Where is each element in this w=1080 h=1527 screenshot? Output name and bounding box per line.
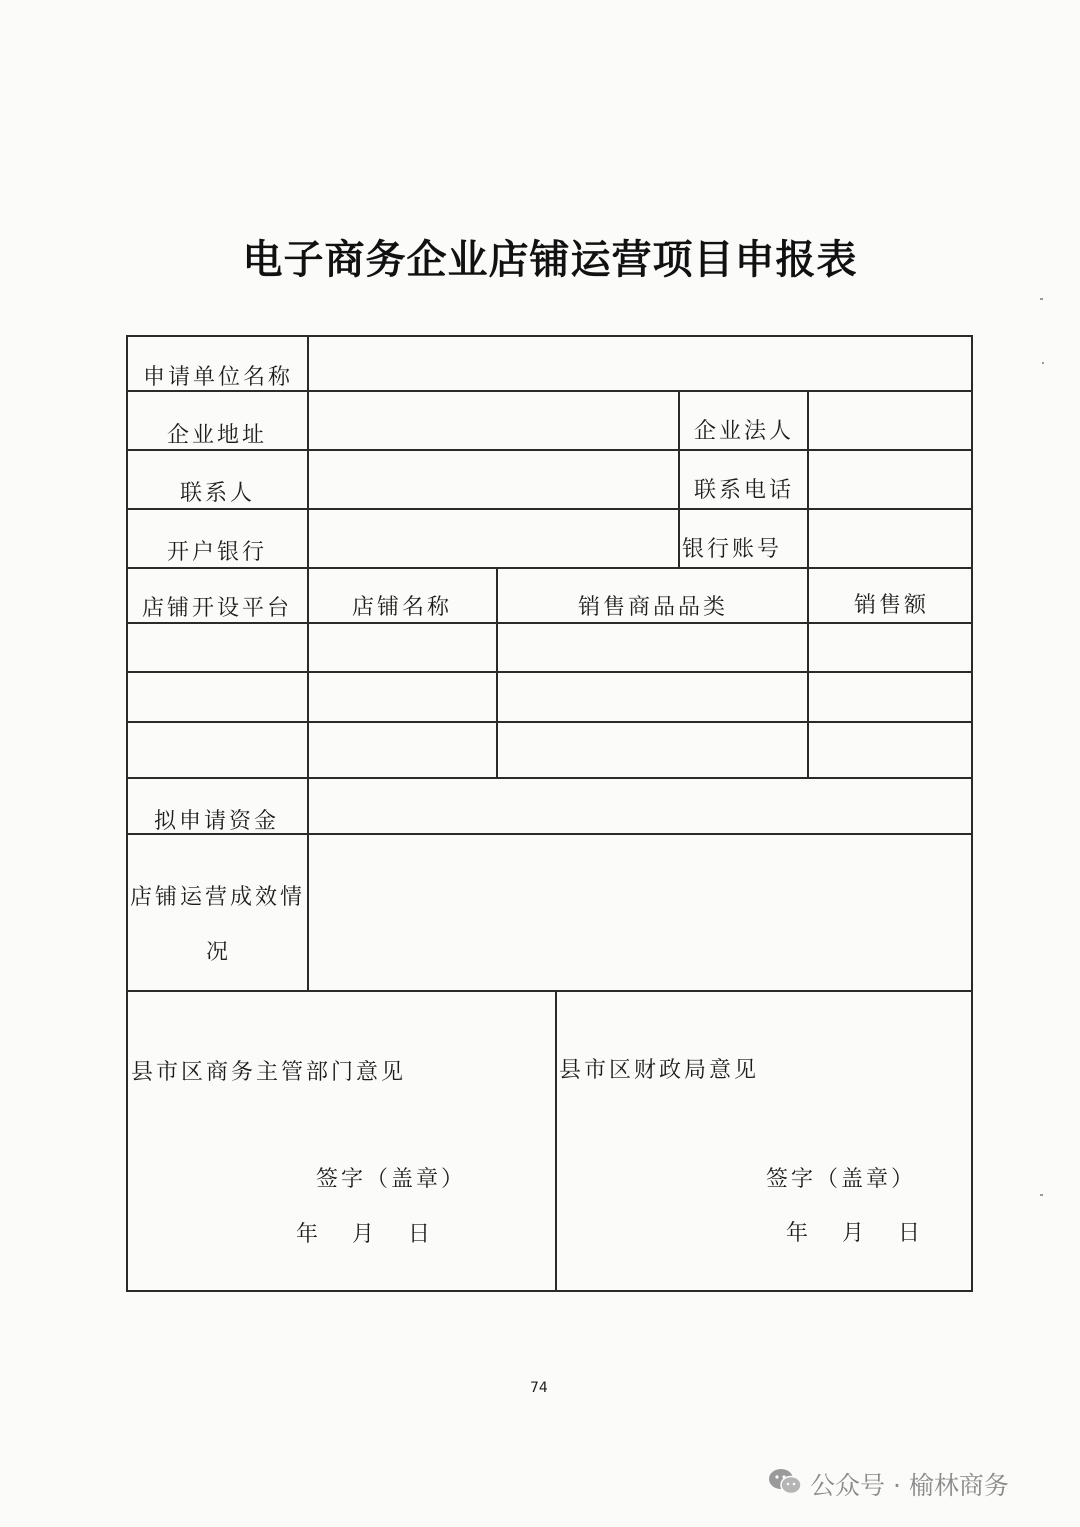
wechat-icon	[768, 1468, 802, 1502]
scan-mark	[1040, 1194, 1043, 1196]
commerce-date: 年 月 日	[296, 1222, 437, 1247]
watermark-text: 公众号 · 榆林商务	[810, 1471, 1009, 1500]
commerce-opinion-label: 县市区商务主管部门意见	[131, 1060, 407, 1085]
finance-date: 年 月 日	[786, 1221, 927, 1246]
applicant-name-label: 申请单位名称	[143, 365, 294, 390]
legal-person-field[interactable]	[809, 392, 970, 448]
phone-field[interactable]	[809, 451, 970, 507]
table-row[interactable]	[128, 624, 970, 670]
scan-mark	[1040, 298, 1043, 300]
form-title: 电子商务企业店铺运营项目申报表	[242, 236, 858, 283]
table-row[interactable]	[128, 723, 970, 776]
phone-label: 联系电话	[694, 478, 795, 503]
effect-field[interactable]	[309, 835, 970, 989]
address-label: 企业地址	[167, 423, 268, 448]
legal-person-label: 企业法人	[694, 419, 795, 444]
bank-label: 开户银行	[167, 540, 268, 565]
funding-label: 拟申请资金	[154, 809, 280, 834]
sales-header: 销售额	[854, 593, 930, 618]
effect-label: 店铺运营成效情	[130, 885, 306, 910]
funding-field[interactable]	[309, 779, 970, 832]
commerce-signature: 签字（盖章）	[316, 1167, 467, 1192]
finance-opinion-label: 县市区财政局意见	[559, 1058, 760, 1083]
platform-header: 店铺开设平台	[142, 596, 293, 621]
category-header: 销售商品品类	[578, 595, 729, 620]
row-divider	[126, 567, 972, 569]
account-field[interactable]	[809, 510, 970, 566]
applicant-name-field[interactable]	[309, 337, 970, 389]
account-label: 银行账号	[682, 537, 783, 562]
contact-label: 联系人	[180, 481, 256, 506]
contact-field[interactable]	[309, 451, 677, 507]
table-row[interactable]	[128, 673, 970, 720]
bank-field[interactable]	[309, 510, 677, 566]
page-number: 74	[530, 1380, 548, 1396]
store-name-header: 店铺名称	[352, 595, 453, 620]
address-field[interactable]	[309, 392, 677, 448]
table-border-left	[126, 335, 128, 1291]
column-divider	[555, 990, 557, 1290]
table-border-right	[971, 335, 973, 1291]
effect-label-cont: 况	[206, 940, 232, 965]
row-divider	[126, 990, 972, 992]
scan-mark	[1042, 362, 1044, 364]
column-divider	[678, 390, 680, 567]
finance-signature: 签字（盖章）	[766, 1167, 917, 1192]
table-border-bottom	[126, 1290, 973, 1292]
